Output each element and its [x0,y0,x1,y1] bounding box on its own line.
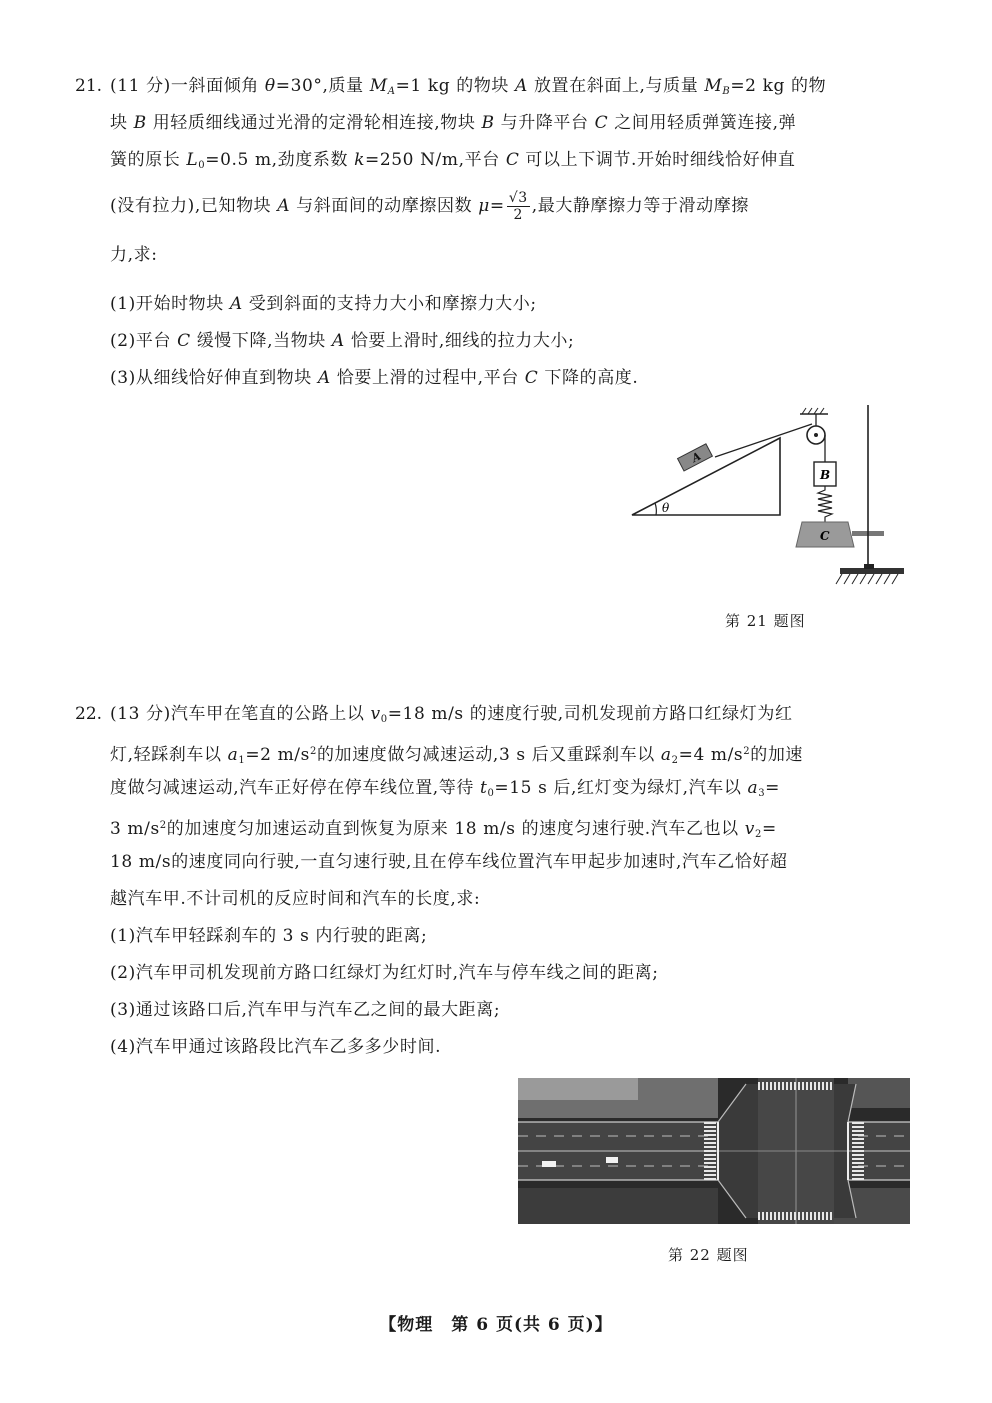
q22-sub3: (3)通过该路口后,汽车甲与汽车乙之间的最大距离; [110,1000,501,1020]
q21-intro: (11 分)一斜面倾角 θ=30°,质量 $M_A=1$ kg 的物块 A 放置在斜面上,与质量 $M_B=2$ kg 的物 块 B 用轻质细线通过光滑的定滑轮相连接,物块 B 与升降平台 C 之间用轻质弹簧连接,弹 簧的原长 $L_0=0.5$ m,劲度系数 k=250 N/m,平台 C 可以上下调节.开始时细线恰好伸直 (没有拉力),已知物块 A 与斜面间的动摩擦因数 μ= $\frac{√3}{2}$ ,最大静摩擦力等于滑动摩擦 力,求: [110,76,827,265]
crosswalk-left [704,1122,716,1180]
crosswalk-bottom [758,1212,834,1220]
svg-text:A: A [689,449,704,465]
block-a [678,444,713,471]
theta-label: θ [662,501,670,515]
car-2 [606,1157,618,1163]
angle-arc [655,503,656,515]
q21-sub2: (2)平台 C 缓慢下降,当物块 A 恰要上滑时,细线的拉力大小; [110,331,575,351]
q22-figure [518,1078,910,1224]
q21-number: 21. [75,76,103,96]
q21-figure [628,400,912,590]
string-incline [715,424,812,457]
spring [818,486,832,522]
q22-sub2: (2)汽车甲司机发现前方路口红绿灯为红灯时,汽车与停车线之间的距离; [110,963,659,983]
crosswalk-right [852,1122,864,1180]
crosswalk-top [758,1082,834,1090]
q21-figure-caption: 第 21 题图 [725,612,806,630]
q22-figure-caption: 第 22 题图 [668,1246,749,1264]
q22-number: 22. [75,704,103,724]
q21-sub3: (3)从细线恰好伸直到物块 A 恰要上滑的过程中,平台 C 下降的高度. [110,368,639,388]
sqrt3-over-2-fraction: $\frac{√3}{2}$ [508,190,528,223]
svg-text:C: C [820,529,830,543]
q22-intro: (13 分)汽车甲在笔直的公路上以 $v_0=18$ m/s 的速度行驶,司机发现前方路口红绿灯为红 灯,轻踩刹车以 $a_1=2$ $m/s^2$的加速度做匀减速运动,3 s 后又重踩刹车以 $a_2=4$ $m/s^2$的加速 度做匀减速运动,汽车正好停在停车线位置,等待 $t_0=15$ s 后,红灯变为绿灯,汽车以 $a_3=$ 3 $m/s^2$的加速度匀加速运动直到恢复为原来 18 m/s 的速度匀速行驶.汽车乙也以 $v_2=$ 18 m/s的速度同向行驶,一直匀速行驶,且在停车线位置汽车甲起步加速时,汽车乙恰好超 越汽车甲.不计司机的反应时间和汽车的长度,求: [110,704,804,909]
car-1 [542,1161,556,1167]
q21-sub1: (1)开始时物块 A 受到斜面的支持力大小和摩擦力大小; [110,294,537,314]
q22-sub1: (1)汽车甲轻踩刹车的 3 s 内行驶的距离; [110,926,428,946]
q22-sub4: (4)汽车甲通过该路段比汽车乙多多少时间. [110,1037,442,1057]
page-footer: 【物理 第 6 页(共 6 页)】 [379,1315,613,1335]
svg-text:B: B [820,468,831,482]
